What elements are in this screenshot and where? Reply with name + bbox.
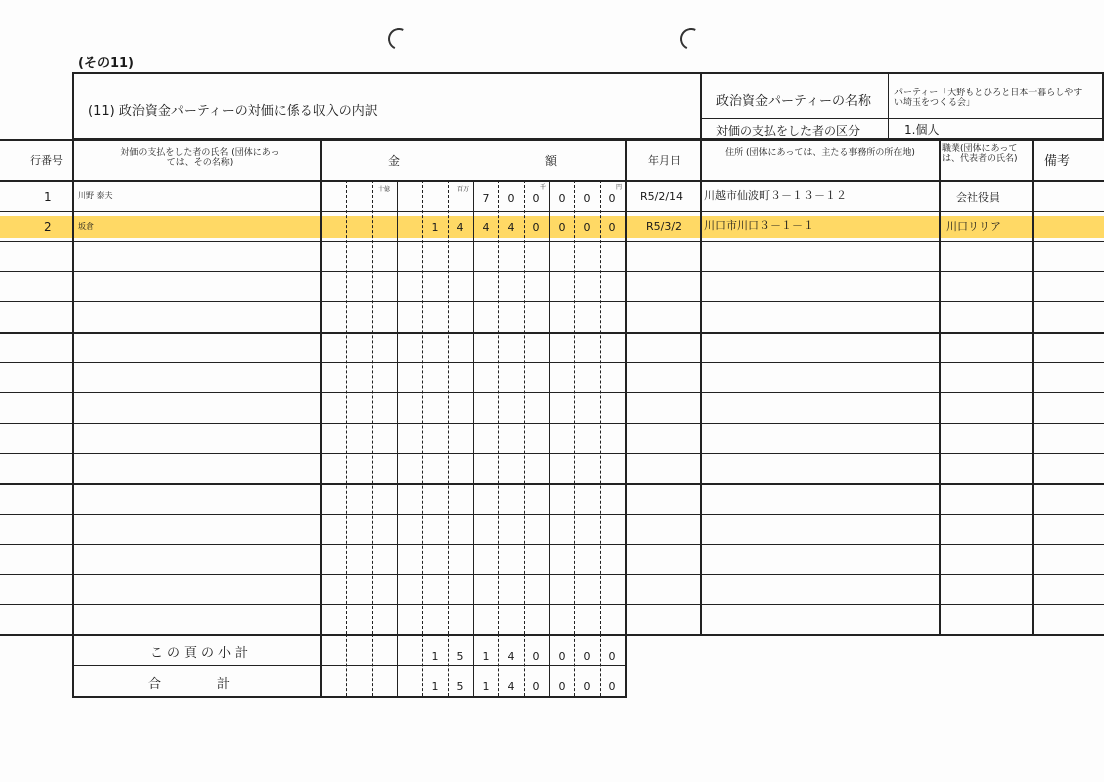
row-2-amount-digit: 0 <box>583 221 591 234</box>
total-digit: 4 <box>507 680 515 693</box>
row-line <box>0 604 1104 605</box>
subtotal-digit: 0 <box>532 650 540 663</box>
total-digit: 0 <box>608 680 616 693</box>
column-header-occupation: 職業(団体にあっては、代表者の氏名) <box>942 144 1018 164</box>
row-line <box>0 241 1104 242</box>
digit-separator <box>549 180 550 634</box>
row-1-amount-digit: 0 <box>558 192 566 205</box>
row-1-name: 川野 泰夫 <box>78 191 113 200</box>
row-2-amount-digit: 4 <box>456 221 464 234</box>
row-2-amount-digit: 4 <box>482 221 490 234</box>
row-line <box>0 301 1104 302</box>
page-label: (その11) <box>78 56 134 71</box>
punch-hole-right <box>677 25 705 53</box>
row-line <box>0 423 1104 424</box>
row-2-occupation: 川口リリア <box>946 220 1001 233</box>
party-name-label: 政治資金パーティーの名称 <box>716 94 871 109</box>
row-2-amount-digit: 1 <box>431 221 439 234</box>
row-1-no: 1 <box>44 190 52 204</box>
unit-mark-en: 円 <box>616 184 623 191</box>
row-1-occupation: 会社役員 <box>956 191 1000 204</box>
subtotal-digit: 0 <box>608 650 616 663</box>
digit-separator <box>372 180 373 634</box>
digit-separator <box>422 180 423 634</box>
total-digit: 5 <box>456 680 464 693</box>
column-header-remarks: 備考 <box>1044 154 1071 169</box>
row-2-address: 川口市川口３－１－１ <box>704 219 814 232</box>
row-line <box>0 332 1104 334</box>
total-digit: 1 <box>431 680 439 693</box>
subtotal-digit: 4 <box>507 650 515 663</box>
row-1-date: R5/2/14 <box>640 190 684 203</box>
row-2-amount-digit: 4 <box>507 221 515 234</box>
column-header-line-no: 行番号 <box>30 154 63 167</box>
digit-separator <box>498 180 499 634</box>
total-digit: 1 <box>482 680 490 693</box>
column-header-address: 住所 (団体にあっては、主たる事務所の所在地) <box>725 148 915 158</box>
punch-hole-left <box>385 25 413 53</box>
unit-mark-juoku: 十億 <box>378 186 391 193</box>
subtotal-digit: 0 <box>558 650 566 663</box>
row-1-amount-digit: 0 <box>608 192 616 205</box>
party-name-value: パーティー「大野もとひろと日本一暮らしやす い埼玉をつくる会」 <box>894 88 1083 108</box>
digit-separator <box>524 180 525 634</box>
row-line <box>0 211 1104 212</box>
total-digit: 0 <box>532 680 540 693</box>
payer-category-value: 1.個人 <box>904 123 940 137</box>
row-1-amount-digit: 0 <box>507 192 515 205</box>
total-digit: 0 <box>583 680 591 693</box>
column-header-amount-right: 額 <box>545 154 558 168</box>
column-header-payer-name: 対価の支払をした者の氏名 (団体にあっては、その名称) <box>120 148 280 168</box>
row-1-amount-digit: 0 <box>532 192 540 205</box>
row-2-no: 2 <box>44 220 52 234</box>
row-line <box>0 544 1104 545</box>
row-line <box>0 362 1104 363</box>
row-2-amount-digit: 0 <box>532 221 540 234</box>
total-digit: 0 <box>558 680 566 693</box>
column-header-date: 年月日 <box>648 154 681 167</box>
subtotal-digit: 0 <box>583 650 591 663</box>
row-2-amount-digit: 0 <box>558 221 566 234</box>
unit-mark-hyakuman: 百万 <box>457 186 470 193</box>
row-2-date: R5/3/2 <box>646 220 683 233</box>
row-2-amount-digit: 0 <box>608 221 616 234</box>
row-line <box>0 453 1104 454</box>
row-1-amount-digit: 7 <box>482 192 490 205</box>
row-line <box>0 392 1104 393</box>
unit-mark-sen: 千 <box>540 184 547 191</box>
row-2-name: 坂倉 <box>78 222 94 231</box>
section-title: (11) 政治資金パーティーの対価に係る収入の内訳 <box>88 104 378 119</box>
row-line <box>0 574 1104 575</box>
digit-separator <box>448 180 449 634</box>
payer-category-label: 対価の支払をした者の区分 <box>716 124 861 138</box>
column-header-amount-left: 金 <box>388 154 401 168</box>
digit-separator <box>600 180 601 634</box>
row-line <box>0 271 1104 272</box>
subtotal-digit: 1 <box>482 650 490 663</box>
row-1-address: 川越市仙波町３－１３－１２ <box>704 189 847 202</box>
row-line <box>0 180 1104 182</box>
digit-separator <box>346 180 347 634</box>
digit-separator <box>473 180 474 634</box>
digit-separator <box>397 180 398 634</box>
subtotal-label: この頁の小計 <box>150 646 253 661</box>
total-label: 合 計 <box>148 677 241 692</box>
row-line <box>0 483 1104 485</box>
row-line <box>0 514 1104 515</box>
digit-separator <box>574 180 575 634</box>
subtotal-digit: 5 <box>456 650 464 663</box>
row-1-amount-digit: 0 <box>583 192 591 205</box>
subtotal-digit: 1 <box>431 650 439 663</box>
